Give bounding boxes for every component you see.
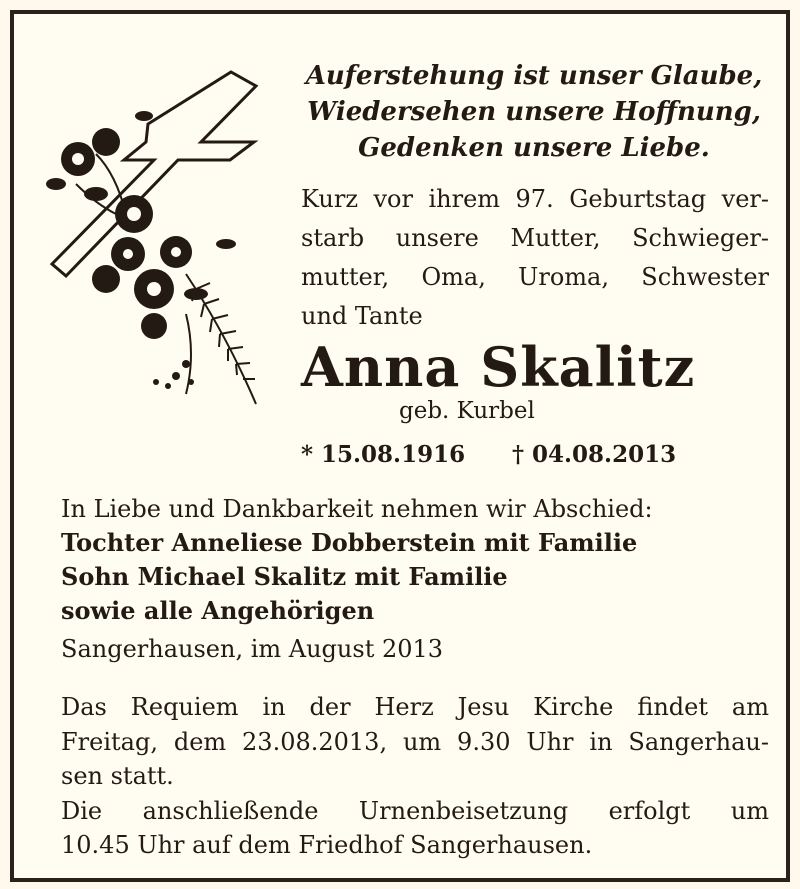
- announcement-line: Kurz vor ihrem 97. Geburtstag ver-: [301, 185, 769, 213]
- motto-line: Gedenken unsere Liebe.: [358, 133, 710, 163]
- motto-line: Wiedersehen unsere Hoffnung,: [307, 97, 761, 127]
- announcement-line: mutter, Oma, Uroma, Schwester: [301, 263, 769, 291]
- place-and-date: Sangerhausen, im August 2013: [61, 635, 444, 663]
- requiem-info: [61, 690, 769, 863]
- mourners-block: [61, 492, 781, 628]
- mourner-name: Sohn Michael Skalitz mit Familie: [61, 562, 508, 591]
- requiem-line: 10.45 Uhr auf dem Friedhof Sangerhausen.: [61, 831, 593, 859]
- motto-line: Auferstehung ist unser Glaube,: [305, 61, 763, 91]
- death-date: † 04.08.2013: [512, 441, 677, 468]
- maiden-name: geb. Kurbel: [399, 398, 535, 424]
- requiem-line: sen statt.: [61, 762, 174, 790]
- motto: [294, 58, 774, 166]
- obituary-notice: [10, 10, 790, 882]
- mourner-name: sowie alle Angehörigen: [61, 596, 375, 625]
- death-announcement: [301, 180, 769, 336]
- deceased-name: Anna Skalitz: [301, 335, 696, 399]
- announcement-line: starb unsere Mutter, Schwieger-: [301, 224, 769, 252]
- requiem-line: Freitag, dem 23.08.2013, um 9.30 Uhr in Sangerhau-: [61, 727, 769, 756]
- farewell-line: In Liebe und Dankbarkeit nehmen wir Abschied:: [61, 495, 653, 523]
- mourner-name: Tochter Anneliese Dobberstein mit Familie: [61, 528, 638, 557]
- cross-with-roses-ornament: [36, 64, 276, 414]
- birth-date: * 15.08.1916: [301, 441, 466, 468]
- requiem-line: Die anschließende Urnenbeisetzung erfolgt um: [61, 796, 769, 825]
- announcement-line: und Tante: [301, 302, 423, 330]
- requiem-line: Das Requiem in der Herz Jesu Kirche findet am: [61, 693, 769, 721]
